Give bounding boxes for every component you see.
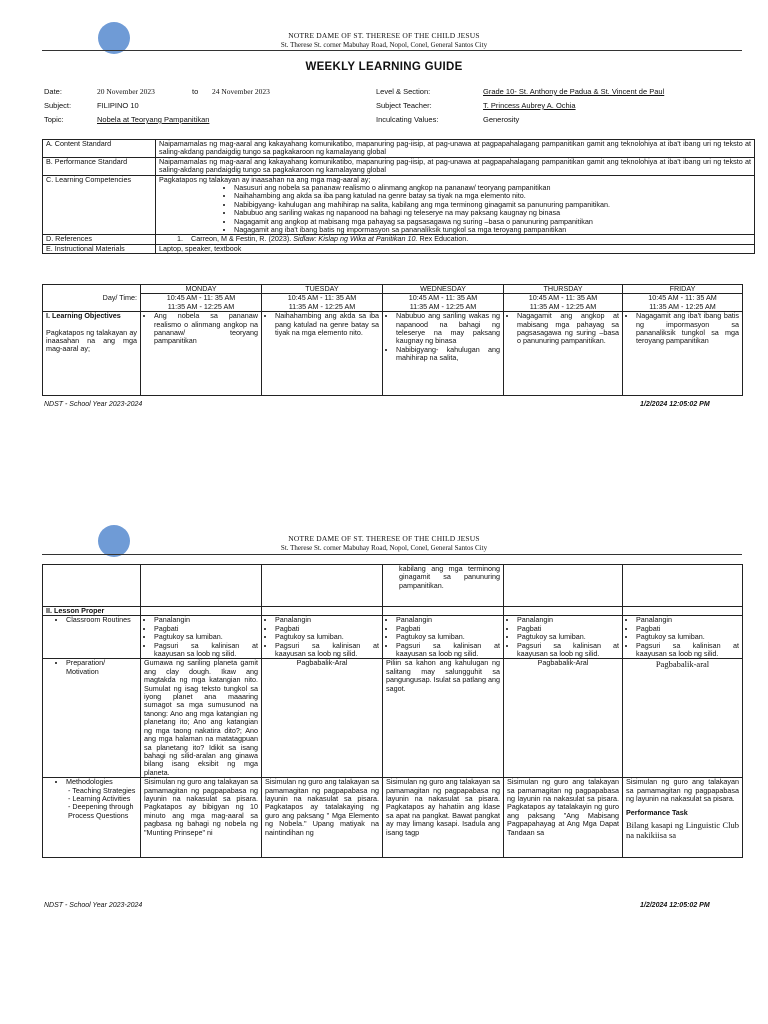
table-row [43,778,743,858]
content-standard-label: A. Content Standard [43,140,156,158]
page-title: WEEKLY LEARNING GUIDE [305,61,463,73]
list-item: • Naihahambing ang akda sa iba pang katulad na genre batay sa tiyak na mga elemento nito. [234,192,751,200]
time-slot-2: 11:35 AM - 12:25 AM [529,301,597,311]
content-standard-text: Naipamamalas ng mag-aaral ang kakayahang komunikatibo, mapanuring pag-iisip, at pag-unawa at pagpapahalagang pampanitikan gamit ang teknolohiya at iba't ibang uri ng teksto at saling-akdang pandaigdig tungo sa pagkakaroon ng kamalayang global [156,140,755,158]
list-item: • Nagagamit ang iba't ibang batis ng impormasyon sa pananaliksik tungkol sa mga teroyang pampanitikan [636,312,739,346]
method-monday: Sisimulan ng guro ang talakayan sa pamamagitan ng pagpapabasa ng layunin na nakasulat sa pisara. Pagkatapos ay bibigyan ng 10 minuto ang mga mag-aaral sa pagbasa ng bahagi ng nobela ng "Munting Prinsepe" ni [141,778,262,858]
topic-label: Topic: [44,115,64,124]
routines-wednesday [383,616,504,659]
time-slot-1: 10:45 AM - 11: 35 AM [287,293,357,303]
prep-friday: Pagbabalik-aral [623,659,743,778]
list-item: • Panalangin [396,616,500,624]
list-item: • Pagsuri sa kalinisan at kaayusan sa loob ng silid. [396,642,500,659]
values-label: Inculcating Values: [376,115,439,124]
values-value: Generosity [483,115,520,124]
subject-label: Subject: [44,101,72,110]
time-cell [262,294,383,312]
table-row [43,175,755,235]
method-tuesday: Sisimulan ng guro ang talakayan sa pamamagitan ng pagpapabasa ng layunin na nakasulat sa pisara. Pagkatapos ay tatalakaying ng guro ang paksang " Mga Elemento ng Nobela." Upang matiyak na naintindihan ng [262,778,383,858]
method-friday: Sisimulan ng guro ang talakayan sa pamamagitan ng pagpapabasa ng layunin na nakasulat sa pisara. [626,777,739,803]
list-item: - Deepening through Process Questions [68,803,137,820]
table-row [43,235,755,244]
prep-label-cell [43,659,141,778]
time-slot-2: 11:35 AM - 12:25 AM [649,301,716,311]
school-name: NOTRE DAME OF ST. THERESE OF THE CHILD JESUS [288,534,480,543]
date-from: 20 November 2023 [97,87,155,96]
empty-cell [383,607,504,616]
list-item: • Ang nobela sa pananaw realismo o alinmang angkop na pananaw/ teoryang pampanitikan [154,312,258,346]
lesson-table [42,564,743,858]
list-item: • Pagtukoy sa lumiban. [517,633,619,641]
competencies-list [159,184,751,234]
list-item: • Nasusuri ang nobela sa pananaw realismo o alinmang angkop na pananaw/ teoryang pampanitikan [234,184,751,192]
list-item: • Pagsuri sa kalinisan at kaayusan sa loob ng silid. [636,642,739,659]
time-cell [623,294,743,312]
objectives-label-cell [43,312,141,396]
footer-school-year: NDST - School Year 2023-2024 [44,401,143,408]
empty-cell [262,607,383,616]
document-page-2 [0,514,768,914]
objective-friday [623,312,743,396]
list-item: • Naihahambing ang akda sa iba pang katulad na genre batay sa tiyak na mga elemento nito. [275,312,379,337]
competencies-intro: Pagkatapos ng talakayan ay inaasahan na ang mga mag-aaral ay; [159,175,371,184]
prep-wednesday: Piliin sa kahon ang kahulugan ng salitang may salungguhit sa pangungusap. Isulat sa patlang ang sagot. [383,659,504,778]
empty-cell [43,565,141,607]
school-header [0,534,768,552]
table-row [43,312,743,396]
empty-cell [623,565,743,607]
performance-task-text: Bilang kasapi ng Linguistic Club na nakikiisa sa [626,819,739,840]
objectives-label: I. Learning Objectives [46,311,121,321]
time-cell [141,294,262,312]
header-rule [42,50,742,51]
time-slot-1: 10:45 AM - 11: 35 AM [528,293,598,303]
list-item: - Learning Activities [68,795,137,803]
school-address: St. Therese St. corner Mabuhay Road, Nopol, Conel, General Santos City [280,544,488,552]
routines-label-cell [43,616,141,659]
list-item: • Panalangin [517,616,619,624]
routines-tuesday [262,616,383,659]
method-thursday: Sisimulan ng guro ang talakayan sa pamamagitan ng pagpapabasa ng layunin na nakasulat sa pisara. Pagkatapos ay tatalakayin ng guro ang paksang "Ang Mabisang Pagpapahayag at Ang Mga Dapat Tandaan sa [504,778,623,858]
materials-text: Laptop, speaker, textbook [156,244,755,253]
school-header [0,31,768,49]
day-wednesday: WEDNESDAY [383,285,504,294]
day-tuesday: TUESDAY [262,285,383,294]
list-item: • Panalangin [154,616,258,624]
list-item: • Pagtukoy sa lumiban. [396,633,500,641]
list-item: • Pagbati [154,625,258,633]
prep-tuesday: Pagbabalik-Aral [262,659,383,778]
prep-thursday: Pagbabalik-Aral [504,659,623,778]
table-row [43,294,743,312]
references-number: 1. [177,234,183,244]
table-row [43,616,743,659]
daytime-label: Day/ Time: [43,285,141,312]
empty-cell [141,607,262,616]
objective-thursday [504,312,623,396]
references-cell [156,235,755,244]
teacher-label: Subject Teacher: [376,101,432,110]
list-item: - Teaching Strategies [68,787,137,795]
list-item: • Nagagamit ang angkop at mabisang mga pahayag sa pagsasagawa ng suring –basa o panunuring pampanitikan. [517,312,619,346]
table-row [43,244,755,253]
topic-value: Nobela at Teoryang Pampanitikan [97,115,210,124]
list-item: • Panalangin [636,616,739,624]
table-row [43,140,755,158]
performance-standard-text: Naipamamalas ng mag-aaral ang kakayahang komunikatibo, mapanuring pag-iisip, at pag-unawa at pagpapahalagang pampanitikan gamit ang teknolohiya at iba't ibang uri ng teksto at saling-akdang pandaigdig tungo sa pagkakaroon ng kamalayang global [156,157,755,175]
objective-monday [141,312,262,396]
objective-continued: kabilang ang mga terminong ginagamit sa panunuring pampanitikan. [399,564,500,590]
time-slot-1: 10:45 AM - 11: 35 AM [408,293,478,303]
list-item: • Pagtukoy sa lumiban. [154,633,258,641]
routines-friday [623,616,743,659]
performance-task-label: Performance Task [626,808,688,818]
document-page-1 [0,0,768,470]
competencies-label: C. Learning Competencies [43,175,156,235]
empty-cell [504,565,623,607]
header-rule [42,554,742,555]
list-item: • Nabibigyang- kahulugan ang mahihirap na salita, [396,346,500,363]
date-to-label: to [192,87,199,96]
list-item: • Pagsuri sa kalinisan at kaayusan sa loob ng silid. [517,642,619,659]
list-item: • Nagagamit ang iba't ibang batis ng impormasyon sa pananaliksik tungkol sa mga teroyang pampanitikan [234,226,751,234]
footer-timestamp: 1/2/2024 12:05:02 PM [640,401,710,408]
list-item: • Nabibigyang- kahulugan ang mahihirap na salita, kabilang ang mga terminong ginagamit sa panunuring pampanitikan. [234,201,751,209]
day-thursday: THURSDAY [504,285,623,294]
date-to: 24 November 2023 [212,87,270,96]
table-row [43,565,743,607]
time-cell [383,294,504,312]
lesson-proper-label: II. Lesson Proper [43,607,141,616]
method-label-cell [43,778,141,858]
method-wednesday: Sisimulan ng guro ang talakayan sa pamamagitan ng pagpapabasa ng layunin na nakasulat sa pisara. Pagkatapos ay hahatiin ang klase sa apat na pangkat. Bawat pangkat ay may limang kasapi. Isadula ang isang tagp [383,778,504,858]
teacher-value: T. Princess Aubrey A. Ochia [483,101,576,110]
objectives-intro: Pagkatapos ng talakayan ay inaasahan na ang mga mag-aaral ay; [46,327,137,354]
list-item: • Nagagamit ang angkop at mabisang mga pahayag sa pagsasagawa ng suring –basa o panunuring pampanitikan [234,218,751,226]
footer-timestamp: 1/2/2024 12:05:02 PM [640,902,710,909]
school-address: St. Therese St. corner Mabuhay Road, Nopol, Conel, General Santos City [280,41,488,49]
references-label: D. References [43,235,156,244]
table-row [43,157,755,175]
objective-wednesday-cont [383,565,504,607]
date-label: Date: [44,87,62,96]
time-slot-2: 11:35 AM - 12:25 AM [167,301,235,311]
subject-value: FILIPINO 10 [97,101,139,110]
list-item: • Nabubuo ang sariling wakas ng napanood na bahagi ng teleserye na may paksang kaugnay ng binasa [396,312,500,346]
empty-cell [262,565,383,607]
routines-label: • Classroom Routines [66,616,137,624]
empty-cell [141,565,262,607]
references-title: Sidlaw: Kislap ng Wika at Panitikan 10. [293,234,418,244]
list-item: • Pagsuri sa kalinisan at kaayusan sa loob ng silid. [154,642,258,659]
standards-table [42,139,755,254]
performance-standard-label: B. Performance Standard [43,157,156,175]
routines-thursday [504,616,623,659]
time-slot-2: 11:35 AM - 12:25 AM [409,301,477,311]
time-slot-1: 10:45 AM - 11: 35 AM [648,293,717,303]
references-publisher: Rex Education. [417,234,469,244]
level-label: Level & Section: [376,87,431,96]
method-label: • Methodologies [66,778,137,786]
list-item: • Pagsuri sa kalinisan at kaayusan sa loob ng silid. [275,642,379,659]
empty-cell [623,607,743,616]
table-row [43,285,743,294]
list-item: • Pagbati [275,625,379,633]
footer-school-year: NDST - School Year 2023-2024 [44,902,143,909]
empty-cell [504,607,623,616]
table-row [43,607,743,616]
competencies-cell [156,175,755,235]
routines-monday [141,616,262,659]
level-value: Grade 10- St. Anthony de Padua & St. Vincent de Paul [483,87,665,96]
prep-label: • Preparation/ Motivation [66,659,137,676]
objective-wednesday [383,312,504,396]
school-name: NOTRE DAME OF ST. THERESE OF THE CHILD JESUS [288,31,480,40]
table-row [43,659,743,778]
list-item: • Pagbati [636,625,739,633]
references-text: Carreon, M & Festin, R. (2023). [191,234,294,244]
list-item: • Pagtukoy sa lumiban. [275,633,379,641]
time-slot-1: 10:45 AM - 11: 35 AM [166,293,236,303]
prep-monday: Gumawa ng sariling planeta gamit ang clay dough. Ikaw ang magtakda ng mga katangian nito. Sumulat ng isag teksto tungkol sa iyong planet ana maaaring sumagot sa mga sumusunod na tanong: Ano ang mga katangian ng planetang ito; Ano ang katangian ng mga taong nakatira dito?; Ano ang mga halaman na matatagpuan sa planetang ito? Idikit sa isang bahagi ng silid-aralan ang ginawa bilang isang eksibit ng mga planeta. [141,659,262,778]
list-item: • Pagbati [396,625,500,633]
time-slot-2: 11:35 AM - 12:25 AM [288,301,356,311]
time-cell [504,294,623,312]
list-item: • Panalangin [275,616,379,624]
method-friday-cell [623,778,743,858]
list-item: • Pagbati [517,625,619,633]
materials-label: E. Instructional Materials [43,244,156,253]
list-item: • Nabubuo ang sariling wakas ng napanood na bahagi ng teleserye na may paksang kaugnay ng binasa [234,209,751,217]
day-monday: MONDAY [141,285,262,294]
objective-tuesday [262,312,383,396]
schedule-table [42,284,743,396]
day-friday: FRIDAY [623,285,743,294]
list-item: • Pagtukoy sa lumiban. [636,633,739,641]
